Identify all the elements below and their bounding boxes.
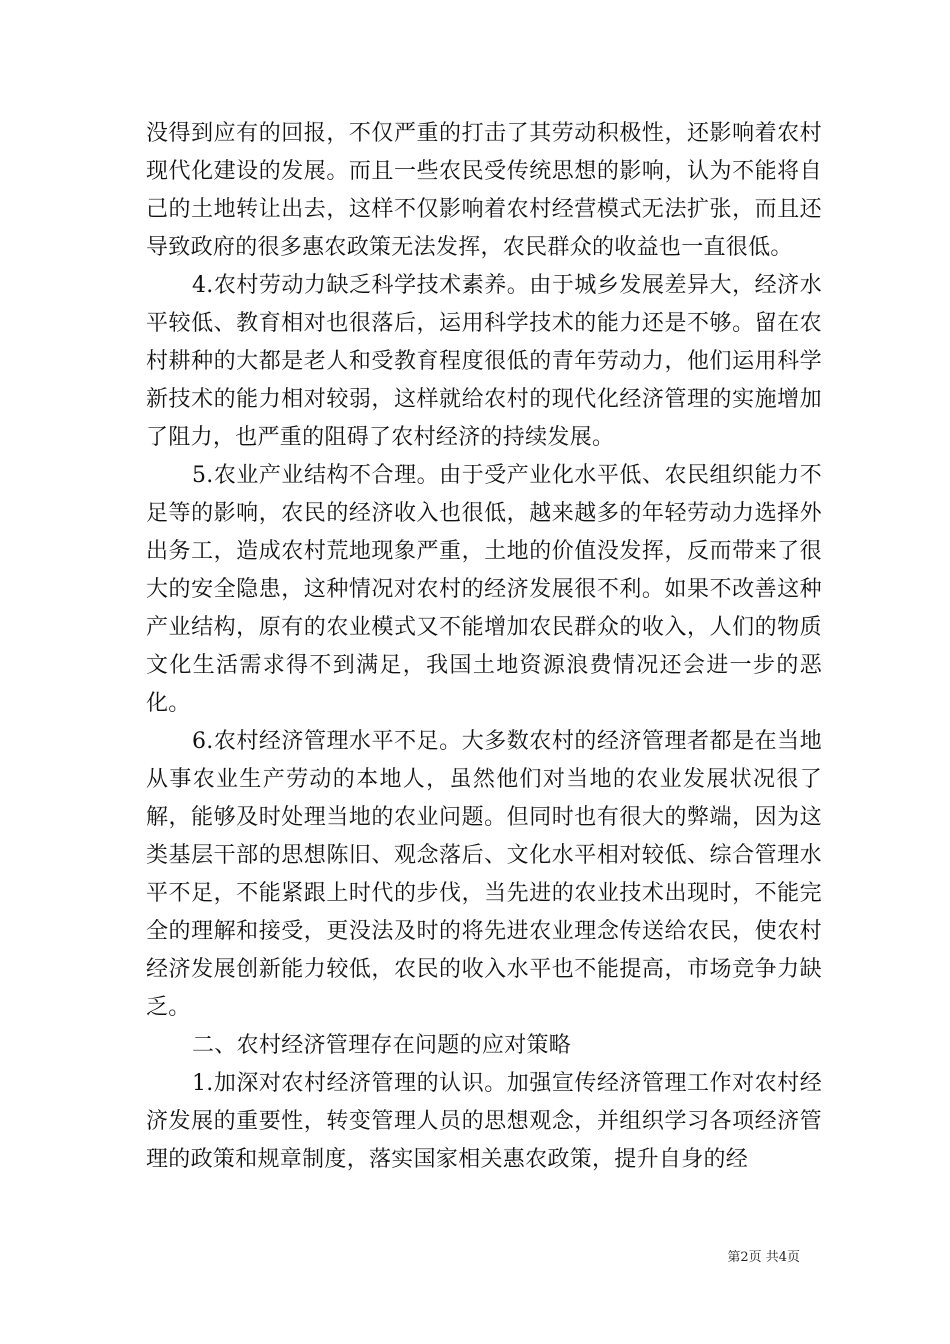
paragraph-item-5: 5.农业产业结构不合理。由于受产业化水平低、农民组织能力不足等的影响，农民的经济收入也很低，越来越多的年轻劳动力选择外出务工，造成农村荒地现象严重，土地的价值没发挥，反而带来了很大的安全隐患，这种情况对农村的经济发展很不利。如果不改善这种产业结构，原有的农业模式又不能增加农民群众的收入，人们的物质文化生活需求得不到满足，我国土地资源浪费情况还会进一步的恶化。 [146,463,822,716]
paragraph-item-6: 6.农村经济管理水平不足。大多数农村的经济管理者都是在当地从事农业生产劳动的本地人，虽然他们对当地的农业发展状况很了解，能够及时处理当地的农业问题。但同时也有很大的弊端，因为这类基层干部的思想陈旧、观念落后、文化水平相对较低、综合管理水平不足，不能紧跟上时代的步伐，当先进的农业技术出现时，不能完全的理解和接受，更没法及时的将先进农业理念传送给农民，使农村经济发展创新能力较低，农民的收入水平也不能提高，市场竞争力缺乏。 [146,729,822,1020]
body-text [146,115,822,1179]
section-heading: 二、农村经济管理存在问题的应对策略 [192,1033,572,1058]
paragraph-strategy-1: 1.加深对农村经济管理的认识。加强宣传经济管理工作对农村经济发展的重要性，转变管理人员的思想观念，并组织学习各项经济管理的政策和规章制度，落实国家相关惠农政策，提升自身的经 [146,1071,822,1172]
page-number-footer: 第2页 共4页 [727,1250,800,1265]
paragraph-continuation: 没得到应有的回报，不仅严重的打击了其劳动积极性，还影响着农村现代化建设的发展。而且一些农民受传统思想的影响，认为不能将自己的土地转让出去，这样不仅影响着农村经营模式无法扩张，而且还导致政府的很多惠农政策无法发挥，农民群众的收益也一直很低。 [146,121,822,260]
paragraph-item-4: 4.农村劳动力缺乏科学技术素养。由于城乡发展差异大，经济水平较低、教育相对也很落后，运用科学技术的能力还是不够。留在农村耕种的大都是老人和受教育程度很低的青年劳动力，他们运用科学新技术的能力相对较弱，这样就给农村的现代化经济管理的实施增加了阻力，也严重的阻碍了农村经济的持续发展。 [146,273,822,450]
